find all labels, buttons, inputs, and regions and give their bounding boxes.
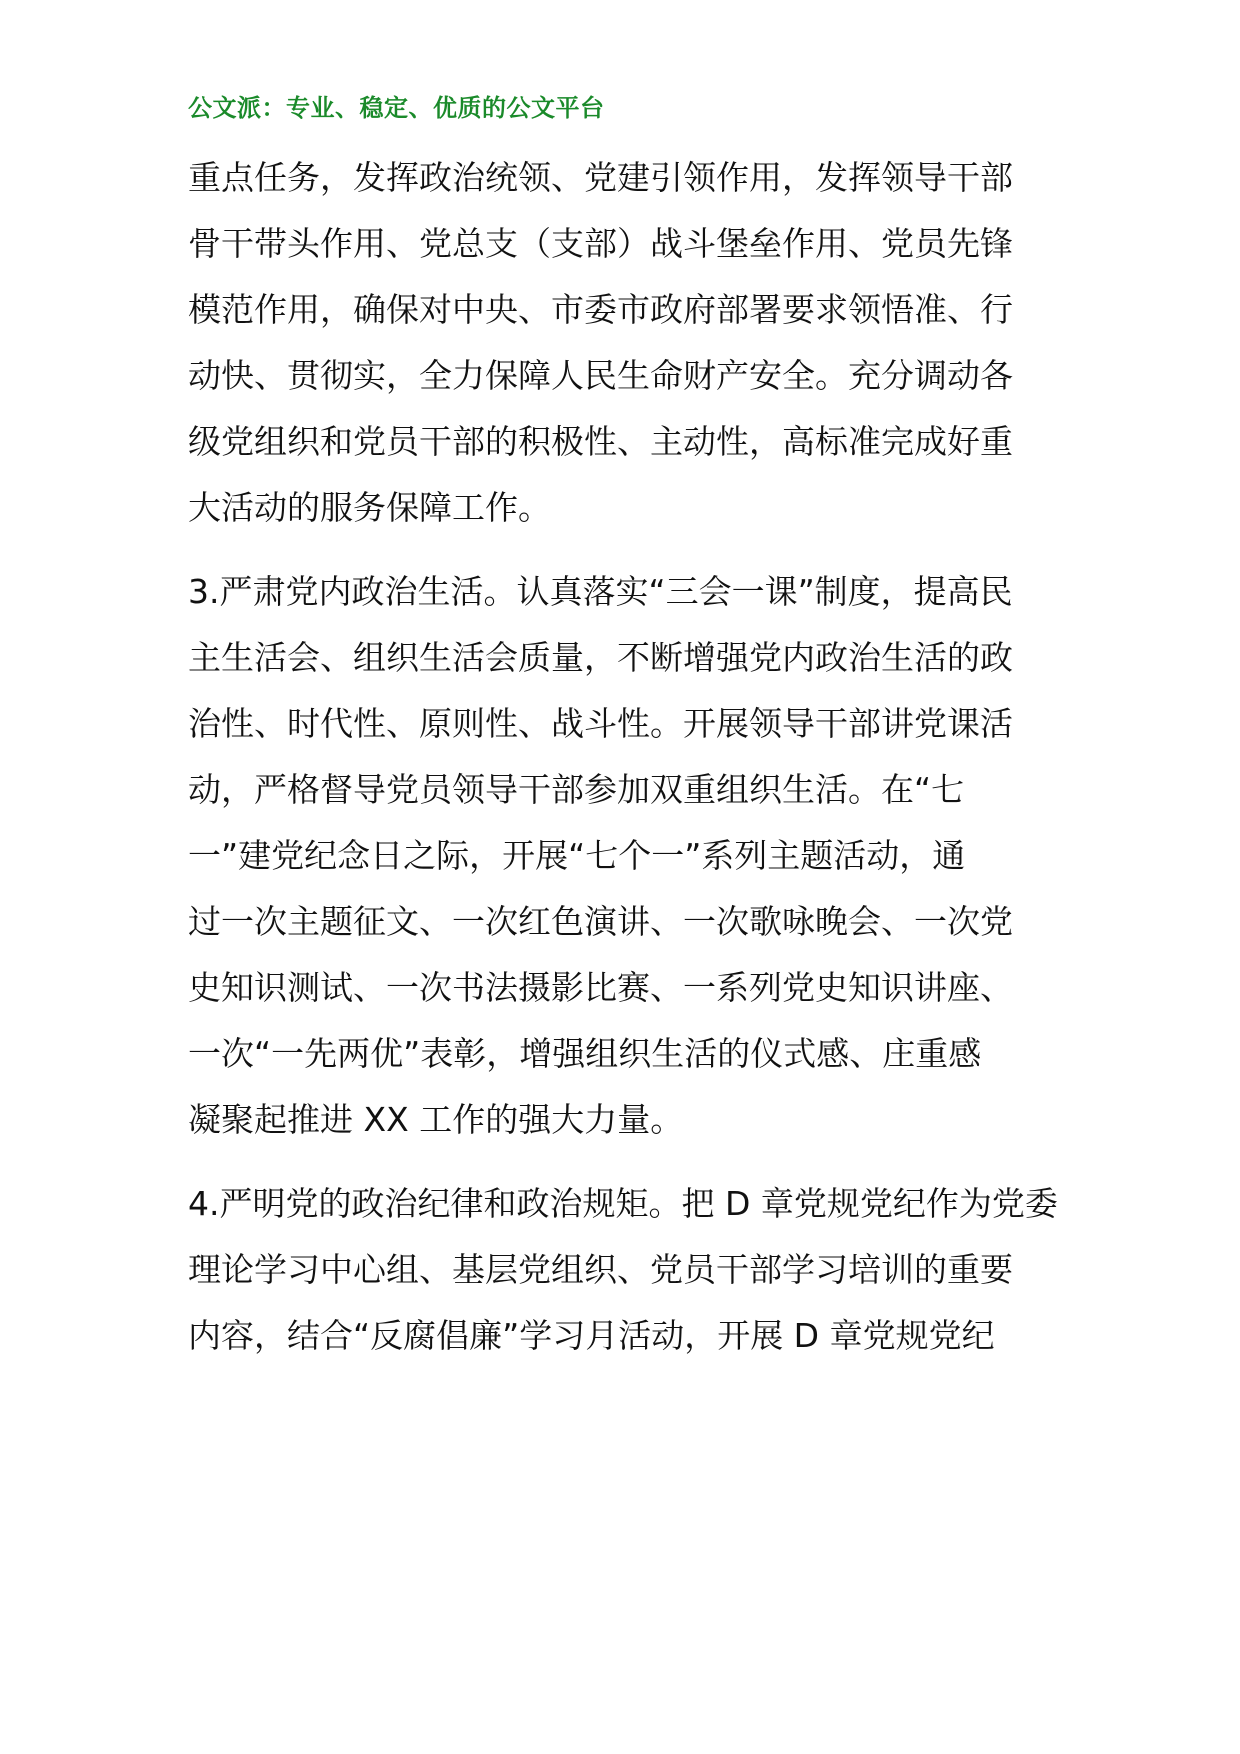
paragraph-2-line-1: 3.严肃党内政治生活。认真落实“三会一课”制度，提高民 xyxy=(188,572,1013,611)
paragraph-2-line-2: 主生活会、组织生活会质量，不断增强党内政治生活的政 xyxy=(188,638,1013,677)
paragraph-2-line-8: 一次“一先两优”表彰，增强组织生活的仪式感、庄重感 xyxy=(188,1034,982,1073)
paragraph-2-line-6: 过一次主题征文、一次红色演讲、一次歌咏晚会、一次党 xyxy=(188,902,1013,941)
paragraph-1-line-4: 动快、贯彻实，全力保障人民生命财产安全。充分调动各 xyxy=(188,356,1013,395)
paragraph-3-line-2: 理论学习中心组、基层党组织、党员干部学习培训的重要 xyxy=(188,1250,1013,1289)
paragraph-2-line-9: 凝聚起推进 XX 工作的强大力量。 xyxy=(188,1100,684,1139)
paragraph-1-line-6: 大活动的服务保障工作。 xyxy=(188,488,551,527)
paragraph-2-line-5: 一”建党纪念日之际，开展“七个一”系列主题活动，通 xyxy=(188,836,966,875)
paragraph-2-line-4: 动，严格督导党员领导干部参加双重组织生活。在“七 xyxy=(188,770,965,809)
paragraph-1-line-5: 级党组织和党员干部的积极性、主动性，高标准完成好重 xyxy=(188,422,1013,461)
paragraph-1-line-1: 重点任务，发挥政治统领、党建引领作用，发挥领导干部 xyxy=(188,158,1013,197)
paragraph-3-line-3: 内容，结合“反腐倡廉”学习月活动，开展 D 章党规党纪 xyxy=(188,1316,995,1355)
paragraph-3-line-1: 4.严明党的政治纪律和政治规矩。把 D 章党规党纪作为党委 xyxy=(188,1184,1058,1223)
paragraph-2-line-3: 治性、时代性、原则性、战斗性。开展领导干部讲党课活 xyxy=(188,704,1013,743)
paragraph-1-line-3: 模范作用，确保对中央、市委市政府部署要求领悟准、行 xyxy=(188,290,1013,329)
paragraph-2-line-7: 史知识测试、一次书法摄影比赛、一系列党史知识讲座、 xyxy=(188,968,1013,1007)
page-header: 公文派：专业、稳定、优质的公文平台 xyxy=(188,94,605,122)
paragraph-1-line-2: 骨干带头作用、党总支（支部）战斗堡垒作用、党员先锋 xyxy=(188,224,1013,263)
